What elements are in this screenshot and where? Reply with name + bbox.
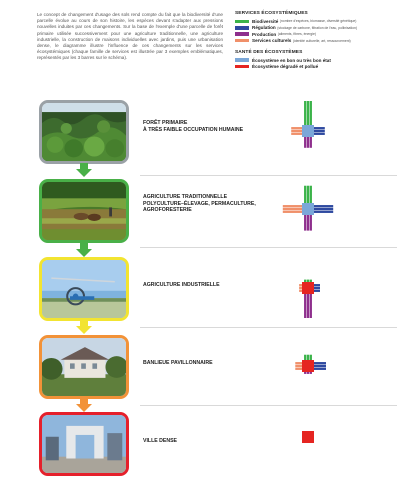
bar-biodiversity — [304, 101, 306, 125]
stage-label-line: VILLE DENSE — [143, 438, 178, 444]
arrow-shape — [76, 398, 92, 412]
bar-regulation — [314, 127, 325, 129]
bar-regulation — [314, 208, 333, 210]
separator — [140, 247, 397, 248]
stage-label-line: BANLIEUE PAVILLONNAIRE — [143, 360, 213, 366]
bar-production — [304, 137, 306, 148]
bar-production — [304, 372, 306, 374]
bar-biodiversity — [307, 186, 309, 203]
bar-production — [310, 372, 312, 374]
stage-label-banlieue — [143, 360, 293, 367]
diagram-svg-agri-trad — [276, 177, 340, 241]
health-square — [302, 125, 314, 137]
photo-dense-city — [39, 412, 129, 476]
stage-label-foret — [143, 120, 293, 133]
stage-label-line: FORÊT PRIMAIRE — [143, 120, 188, 126]
bar-production — [307, 372, 309, 374]
bar-regulation — [314, 211, 333, 213]
stage-label-agri-indus — [143, 282, 293, 289]
stage-label-line: POLYCULTURE–ÉLEVAGE, PERMACULTURE, — [143, 200, 256, 207]
bar-production — [310, 215, 312, 231]
legend-name: Production — [252, 31, 277, 37]
legend-desc: (identité culturelle, art, ressourcement) — [292, 38, 351, 43]
legend-swatch-health-good — [235, 58, 249, 62]
bar-regulation — [314, 133, 325, 135]
bar-regulation — [314, 365, 326, 367]
arrow-shape — [76, 163, 92, 177]
legend-health-title: SANTÉ DES ÉCOSYSTÈMES — [235, 49, 303, 55]
bar-biodiversity — [310, 280, 312, 282]
legend-swatch-biodiversity — [235, 20, 249, 24]
diagram-svg-foret — [276, 99, 340, 163]
legend-swatch-health-degraded — [235, 65, 249, 69]
arrow-down-1 — [76, 163, 92, 177]
legend-name: Biodiversité — [252, 18, 279, 24]
bar-cultural — [295, 362, 302, 364]
legend-name: Régulation — [252, 25, 276, 31]
diagram-ville — [276, 405, 340, 469]
stage-label-ville — [143, 438, 293, 445]
bar-biodiversity — [304, 280, 306, 282]
diagram-svg-banlieue — [276, 334, 340, 398]
bar-cultural — [299, 287, 302, 289]
bar-cultural — [295, 365, 302, 367]
bar-cultural — [283, 205, 302, 207]
diagram-foret — [276, 99, 340, 163]
photo-traditional-agriculture — [39, 179, 129, 243]
bar-cultural — [291, 130, 302, 132]
arrow-shape — [76, 243, 92, 257]
bar-cultural — [291, 133, 302, 135]
legend-name: Écosystème dégradé et pollué — [252, 64, 319, 70]
bar-biodiversity — [310, 186, 312, 203]
bar-cultural — [299, 284, 302, 286]
health-square — [302, 360, 314, 372]
photo-suburb — [39, 335, 129, 399]
legend-services-title: SERVICES ÉCOSYSTÉMIQUES — [235, 11, 308, 16]
separator — [140, 327, 397, 328]
bar-regulation — [314, 290, 320, 292]
bar-production — [310, 137, 312, 148]
bar-production — [304, 294, 306, 318]
arrow-shape — [76, 320, 92, 334]
bar-biodiversity — [307, 355, 309, 360]
bar-regulation — [314, 284, 320, 286]
bar-production — [307, 137, 309, 148]
bar-biodiversity — [307, 101, 309, 125]
bar-cultural — [295, 368, 302, 370]
bar-biodiversity — [310, 355, 312, 360]
bar-regulation — [314, 368, 326, 370]
diagram-banlieue — [276, 334, 340, 398]
stage-label-line: À TRÈS FAIBLE OCCUPATION HUMAINE — [143, 126, 244, 133]
bar-production — [307, 294, 309, 318]
legend-desc: (aliments, fibres, énergie) — [277, 32, 317, 37]
legend — [235, 11, 400, 70]
bar-regulation — [314, 287, 320, 289]
arrow-down-4 — [76, 398, 92, 412]
legend-desc: (nombre d'espèces, biomasse, diversité génétique) — [279, 19, 357, 24]
bar-regulation — [314, 205, 333, 207]
legend-name: Écosystème en bon ou très bon état — [252, 57, 331, 63]
bar-biodiversity — [304, 355, 306, 360]
bar-production — [304, 215, 306, 231]
arrow-down-3 — [76, 320, 92, 334]
bar-regulation — [314, 362, 326, 364]
diagram-agri-trad — [276, 177, 340, 241]
bar-production — [307, 215, 309, 231]
separator — [140, 175, 397, 176]
diagram-agri-indus — [276, 256, 340, 320]
bar-production — [310, 294, 312, 318]
intro-paragraph: Le concept de changement d'usage des sols rend compte du fait que la biodiversité d'une parcelle évolue au cours de son histoire, les espèces devant s'adapter aux pressions nouvelles induites par ces changements. Sur la base de l'exemple d'une parcelle de forêt primaire utilisée successivement pour une agriculture traditionnelle, une agriculture industrielle, la construction de maisons individuelles avec jardins, puis une urbanisation dense, le diagramme illustre l'influence de ces changements sur les services écosystémiques (chaque famille de services est illustrée par 3 exemples emblématiques, représentés par les 3 barres sur le schéma). — [37, 12, 223, 61]
bar-biodiversity — [307, 280, 309, 282]
arrow-down-2 — [76, 243, 92, 257]
bar-biodiversity — [310, 101, 312, 125]
stage-label-agri-trad — [143, 194, 293, 214]
photo-forest — [39, 100, 129, 164]
legend-swatch-regulation — [235, 26, 249, 30]
legend-item-health-degraded — [235, 63, 400, 69]
health-square — [302, 203, 314, 215]
health-square — [302, 431, 314, 443]
bar-cultural — [291, 127, 302, 129]
separator — [140, 405, 397, 406]
diagram-svg-ville — [276, 405, 340, 469]
legend-desc: (stockage de carbone, filtration de l'eau, pollinisation) — [277, 25, 358, 30]
stage-label-line: AGROFORESTERIE — [143, 207, 192, 214]
legend-swatch-cultural — [235, 39, 249, 43]
bar-cultural — [283, 211, 302, 213]
bar-cultural — [283, 208, 302, 210]
bar-regulation — [314, 130, 325, 132]
diagram-svg-agri-indus — [276, 256, 340, 320]
bar-biodiversity — [304, 186, 306, 203]
health-square — [302, 282, 314, 294]
legend-name: Services culturels — [252, 38, 292, 44]
legend-swatch-production — [235, 32, 249, 36]
stage-label-line: AGRICULTURE INDUSTRIELLE — [143, 282, 220, 288]
bar-cultural — [299, 290, 302, 292]
photo-industrial-agriculture — [39, 257, 129, 321]
stage-label-line: AGRICULTURE TRADITIONNELLE — [143, 194, 228, 200]
